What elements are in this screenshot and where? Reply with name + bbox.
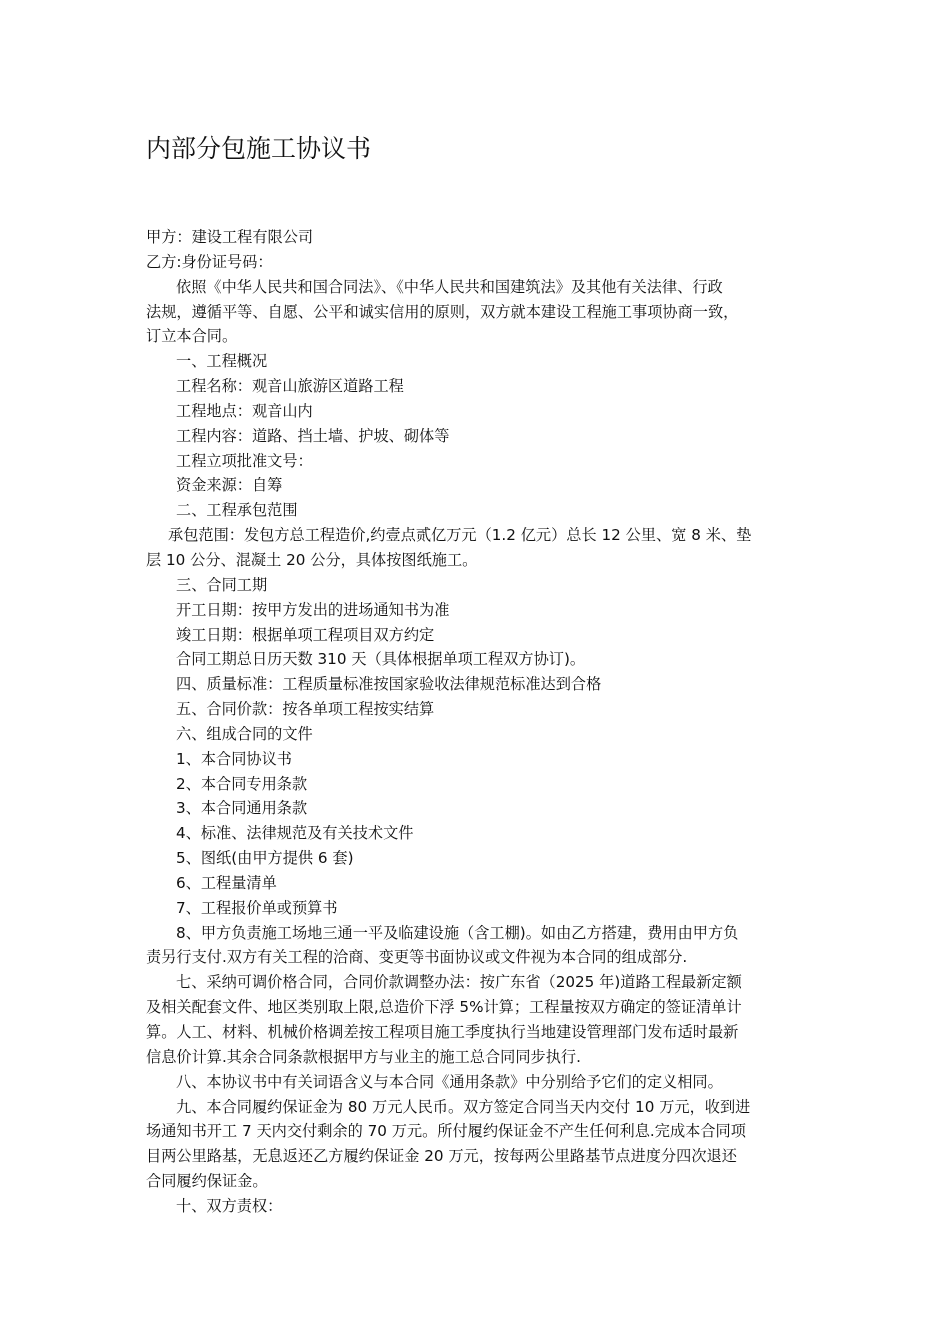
clause-line: 场通知书开工 7 天内交付剩余的 70 万元。所付履约保证金不产生任何利息.完成本合同项	[146, 1122, 746, 1141]
document-title: 内部分包施工协议书	[146, 134, 372, 163]
clause-line: 开工日期：按甲方发出的进场通知书为准	[176, 600, 450, 619]
list-item: 7、工程报价单或预算书	[176, 898, 338, 917]
section-heading: 八、本协议书中有关词语含义与本合同《通用条款》中分别给予它们的定义相同。	[176, 1072, 723, 1091]
list-item: 5、图纸(由甲方提供 6 套)	[176, 849, 354, 868]
clause-line: 合同履约保证金。	[146, 1172, 268, 1191]
section-heading: 七、采纳可调价格合同，合同价款调整办法：按广东省（2025 年)道路工程最新定额	[176, 973, 742, 992]
clause-line: 算。人工、材料、机械价格调差按工程项目施工季度执行当地建设管理部门发布适时最新	[146, 1023, 739, 1041]
list-item: 2、本合同专用条款	[176, 774, 308, 793]
clause-line: 资金来源：自筹	[176, 476, 283, 495]
list-item: 6、工程量清单	[176, 873, 277, 892]
party-a-line: 甲方：建设工程有限公司	[146, 228, 314, 246]
section-heading: 五、合同价款：按各单项工程按实结算	[176, 700, 435, 719]
clause-line: 层 10 公分、混凝土 20 公分，具体按图纸施工。	[146, 550, 478, 569]
list-item: 8、甲方负责施工场地三通一平及临建设施（含工棚)。如由乙方搭建，费用由甲方负	[176, 923, 739, 942]
section-heading: 四、质量标准：工程质量标准按国家验收法律规范标准达到合格	[176, 675, 602, 694]
clause-line: 竣工日期：根据单项工程项目双方约定	[176, 625, 435, 644]
section-heading: 九、本合同履约保证金为 80 万元人民币。双方签定合同当天内交付 10 万元，收到进	[176, 1097, 751, 1116]
clause-line: 合同工期总日历天数 310 天（具体根据单项工程双方协订)。	[176, 650, 586, 669]
clause-line: 信息价计算.其余合同条款根据甲方与业主的施工总合同同步执行.	[146, 1047, 581, 1066]
party-b-line: 乙方:身份证号码：	[146, 252, 273, 271]
clause-line: 及相关配套文件、地区类别取上限,总造价下浮 5%计算；工程量按双方确定的签证清单计	[146, 998, 742, 1017]
clause-line: 工程名称：观音山旅游区道路工程	[176, 377, 404, 396]
preamble-line: 法规，遵循平等、自愿、公平和诚实信用的原则，双方就本建设工程施工事项协商一致，	[146, 302, 739, 321]
section-heading: 二、工程承包范围	[176, 501, 298, 520]
clause-line: 目两公里路基，无息返还乙方履约保证金 20 万元，按每两公里路基节点进度分四次退还	[146, 1147, 737, 1166]
document-body	[146, 225, 806, 1219]
clause-line: 责另行支付.双方有关工程的洽商、变更等书面协议或文件视为本合同的组成部分.	[146, 948, 688, 967]
clause-line: 工程立项批准文号：	[176, 451, 313, 470]
list-item: 3、本合同通用条款	[176, 799, 308, 818]
preamble-line: 订立本合同。	[146, 327, 238, 346]
list-item: 1、本合同协议书	[176, 749, 292, 768]
clause-line: 工程内容：道路、挡土墙、护坡、砌体等	[176, 426, 450, 445]
section-heading: 三、合同工期	[176, 575, 268, 594]
preamble-line: 依照《中华人民共和国合同法》、《中华人民共和国建筑法》及其他有关法律、行政	[176, 277, 723, 296]
clause-line: 承包范围：发包方总工程造价,约壹点贰亿万元（1.2 亿元）总长 12 公里、宽 8 米、垫	[168, 526, 752, 545]
section-heading: 六、组成合同的文件	[176, 724, 313, 743]
section-heading: 十、双方责权：	[176, 1196, 283, 1215]
section-heading: 一、工程概况	[176, 352, 268, 371]
clause-line: 工程地点：观音山内	[176, 401, 313, 420]
list-item: 4、标准、法律规范及有关技术文件	[176, 824, 414, 843]
